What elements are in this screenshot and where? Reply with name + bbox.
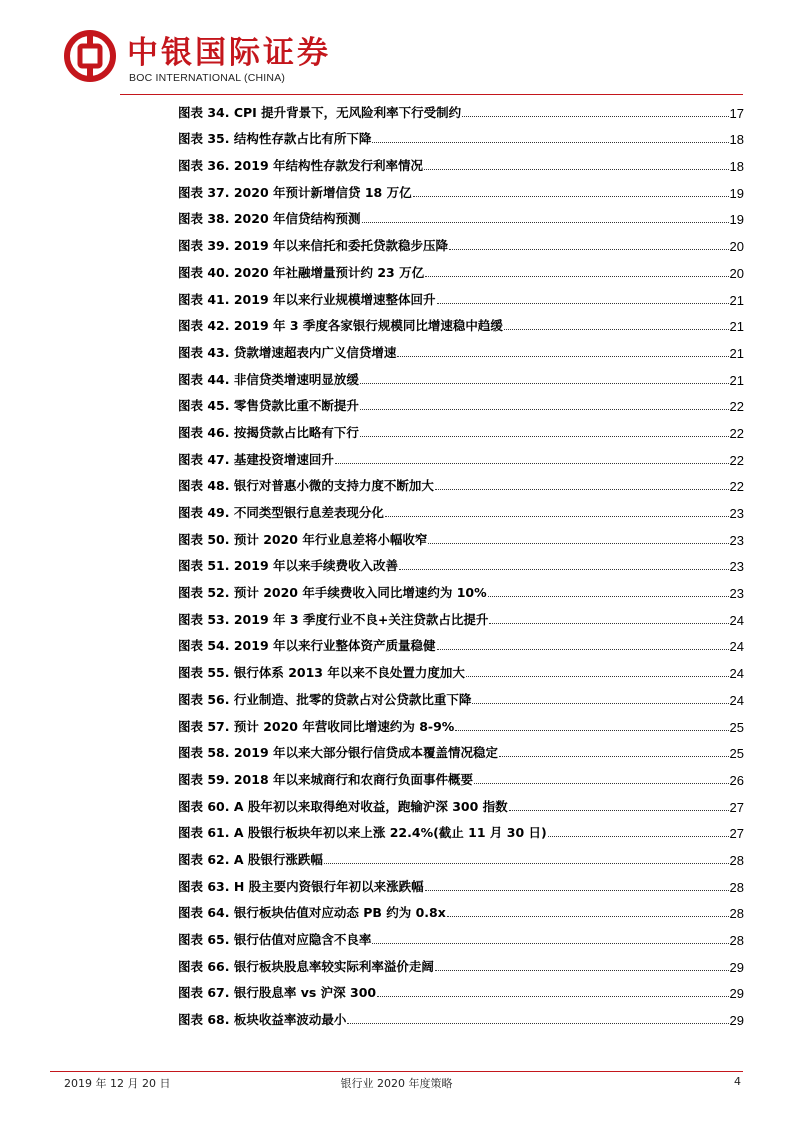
toc-leader-dots [437,303,729,304]
toc-leader-dots [324,863,729,864]
toc-entry[interactable] [178,388,744,415]
toc-entry-page: 21 [729,292,744,308]
toc-leader-dots [360,436,729,437]
page-header [0,0,793,96]
toc-entry[interactable] [178,868,744,895]
footer-date: 2019 年 12 月 20 日 [64,1077,171,1090]
toc-entry-page: 23 [729,532,744,548]
toc-entry[interactable] [178,841,744,868]
toc-entry-label: 图表 56. 行业制造、批零的贷款占对公贷款比重下降 [178,691,472,707]
toc-entry[interactable] [178,761,744,788]
toc-entry-label: 图表 67. 银行股息率 vs 沪深 300 [178,985,377,1001]
toc-leader-dots [413,196,729,197]
toc-entry[interactable] [178,521,744,548]
toc-leader-dots [548,836,729,837]
toc-entry-page: 18 [729,159,744,175]
toc-entry-label: 图表 58. 2019 年以来大部分银行信贷成本覆盖情况稳定 [178,745,498,761]
footer-page-number: 4 [734,1075,741,1088]
boc-logo-icon [64,30,116,82]
toc-entry-page: 22 [729,425,744,441]
toc-entry[interactable] [178,948,744,975]
toc-entry-label: 图表 36. 2019 年结构性存款发行利率情况 [178,158,423,174]
toc-entry[interactable] [178,361,744,388]
toc-entry-page: 24 [729,612,744,628]
toc-leader-dots [399,569,729,570]
toc-leader-dots [447,916,729,917]
toc-entry-page: 21 [729,319,744,335]
toc-entry[interactable] [178,1001,744,1028]
toc-entry-label: 图表 41. 2019 年以来行业规模增速整体回升 [178,291,436,307]
toc-entry-page: 28 [729,852,744,868]
toc-entry-page: 22 [729,452,744,468]
toc-leader-dots [424,169,729,170]
toc-entry-label: 图表 59. 2018 年以来城商行和农商行负面事件概要 [178,771,473,787]
toc-leader-dots [347,1023,728,1024]
toc-entry[interactable] [178,708,744,735]
toc-entry-page: 25 [729,746,744,762]
toc-entry-label: 图表 44. 非信贷类增速明显放缓 [178,371,359,387]
toc-entry[interactable] [178,654,744,681]
toc-entry-label: 图表 48. 银行对普惠小微的支持力度不断加大 [178,478,434,494]
toc-leader-dots [372,943,728,944]
toc-leader-dots [372,142,728,143]
toc-leader-dots [435,970,729,971]
toc-leader-dots [397,356,728,357]
toc-entry-label: 图表 34. CPI 提升背景下，无风险利率下行受制约 [178,104,462,120]
toc-entry-page: 25 [729,719,744,735]
toc-entry-page: 20 [729,265,744,281]
toc-entry-page: 29 [729,959,744,975]
toc-entry[interactable] [178,975,744,1002]
toc-entry[interactable] [178,468,744,495]
toc-entry-page: 23 [729,586,744,602]
toc-leader-dots [472,703,728,704]
toc-entry-page: 28 [729,933,744,948]
toc-entry[interactable] [178,201,744,228]
toc-entry-page: 23 [729,506,744,521]
toc-entry-label: 图表 62. A 股银行涨跌幅 [178,851,323,867]
toc-entry[interactable] [178,921,744,948]
toc-entry-page: 23 [729,559,744,575]
toc-entry-label: 图表 57. 预计 2020 年营收同比增速约为 8-9% [178,718,455,734]
toc-entry-page: 21 [729,345,744,361]
toc-entry[interactable] [178,815,744,842]
toc-entry-label: 图表 35. 结构性存款占比有所下降 [178,131,372,147]
toc-entry-label: 图表 60. A 股年初以来取得绝对收益，跑输沪深 300 指数 [178,798,508,814]
toc-entry-page: 27 [729,826,744,842]
toc-leader-dots [474,783,729,784]
toc-entry[interactable] [178,574,744,601]
toc-leader-dots [377,996,728,997]
toc-entry-page: 17 [729,105,744,121]
toc-entry[interactable] [178,94,744,121]
toc-entry-label: 图表 65. 银行估值对应隐含不良率 [178,932,372,947]
toc-entry[interactable] [178,254,744,281]
toc-entry[interactable] [178,441,744,468]
toc-entry-page: 28 [729,906,744,922]
toc-entry-label: 图表 64. 银行板块估值对应动态 PB 约为 0.8x [178,905,446,921]
toc-entry-label: 图表 45. 零售贷款比重不断提升 [178,398,359,414]
toc-leader-dots [509,810,729,811]
toc-entry-page: 24 [729,639,744,655]
toc-entry-label: 图表 50. 预计 2020 年行业息差将小幅收窄 [178,531,428,547]
toc-entry[interactable] [178,281,744,308]
toc-entry-label: 图表 49. 不同类型银行息差表现分化 [178,505,384,520]
toc-leader-dots [425,276,728,277]
toc-entry[interactable] [178,334,744,361]
toc-entry[interactable] [178,227,744,254]
toc-entry-page: 29 [729,1013,744,1029]
toc-entry-page: 26 [729,772,744,788]
toc-leader-dots [335,463,729,464]
toc-entry-page: 28 [729,879,744,895]
toc-entry[interactable] [178,601,744,628]
footer-divider [50,1071,743,1072]
toc-entry-label: 图表 40. 2020 年社融增量预计约 23 万亿 [178,264,425,280]
toc-entry-page: 27 [729,799,744,815]
toc-entry-label: 图表 52. 预计 2020 年手续费收入同比增速约为 10% [178,585,487,601]
toc-entry-page: 18 [729,132,744,148]
toc-entry-label: 图表 61. A 股银行板块年初以来上涨 22.4%(截止 11 月 30 日) [178,825,547,841]
toc-entry-page: 24 [729,692,744,708]
toc-entry[interactable] [178,548,744,575]
toc-entry-label: 图表 53. 2019 年 3 季度行业不良+关注贷款占比提升 [178,611,489,627]
toc-entry-label: 图表 43. 贷款增速超表内广义信贷增速 [178,344,397,360]
toc-entry-page: 20 [729,239,744,255]
toc-entry-label: 图表 42. 2019 年 3 季度各家银行规模同比增速稳中趋缓 [178,318,503,334]
toc-entry[interactable] [178,308,744,335]
toc-entry[interactable] [178,788,744,815]
toc-leader-dots [435,489,729,490]
brand-name-cn: 中银国际证券 [127,35,331,71]
toc-entry[interactable] [178,895,744,922]
toc-entry-label: 图表 38. 2020 年信贷结构预测 [178,211,361,227]
toc-entry-label: 图表 55. 银行体系 2013 年以来不良处置力度加大 [178,665,465,681]
toc-entry-label: 图表 66. 银行板块股息率较实际利率溢价走阔 [178,958,434,974]
toc-leader-dots [428,543,728,544]
toc-leader-dots [455,730,728,731]
toc-leader-dots [449,249,729,250]
figure-index-list [178,94,744,1028]
footer-report-title: 银行业 2020 年度策略 [340,1077,453,1090]
toc-entry[interactable] [178,121,744,148]
toc-leader-dots [360,409,729,410]
toc-entry[interactable] [178,147,744,174]
toc-entry-label: 图表 54. 2019 年以来行业整体资产质量稳健 [178,638,436,654]
toc-entry-label: 图表 63. H 股主要内资银行年初以来涨跌幅 [178,878,424,894]
toc-entry-label: 图表 39. 2019 年以来信托和委托贷款稳步压降 [178,238,448,254]
toc-leader-dots [360,383,729,384]
toc-entry[interactable] [178,414,744,441]
toc-entry-page: 29 [729,986,744,1002]
toc-leader-dots [385,516,729,517]
toc-entry-label: 图表 46. 按揭贷款占比略有下行 [178,424,359,440]
toc-entry[interactable] [178,628,744,655]
toc-leader-dots [425,890,729,891]
toc-leader-dots [488,596,729,597]
toc-leader-dots [437,649,729,650]
toc-leader-dots [362,222,729,223]
toc-entry-page: 19 [729,212,744,228]
toc-entry-page: 22 [729,399,744,415]
toc-entry[interactable] [178,494,744,521]
toc-leader-dots [489,623,728,624]
toc-leader-dots [466,676,729,677]
toc-entry[interactable] [178,735,744,762]
toc-entry-label: 图表 37. 2020 年预计新增信贷 18 万亿 [178,184,412,200]
toc-entry-page: 22 [729,479,744,495]
brand-name-en: BOC INTERNATIONAL (CHINA) [129,72,286,84]
toc-entry[interactable] [178,681,744,708]
toc-entry-label: 图表 47. 基建投资增速回升 [178,451,334,467]
toc-leader-dots [462,116,728,117]
toc-leader-dots [499,756,729,757]
toc-entry[interactable] [178,174,744,201]
toc-entry-page: 21 [729,372,744,388]
toc-entry-label: 图表 68. 板块收益率波动最小 [178,1012,347,1028]
toc-entry-page: 24 [729,666,744,682]
toc-entry-label: 图表 51. 2019 年以来手续费收入改善 [178,558,398,574]
toc-leader-dots [504,329,729,330]
toc-entry-page: 19 [729,185,744,201]
